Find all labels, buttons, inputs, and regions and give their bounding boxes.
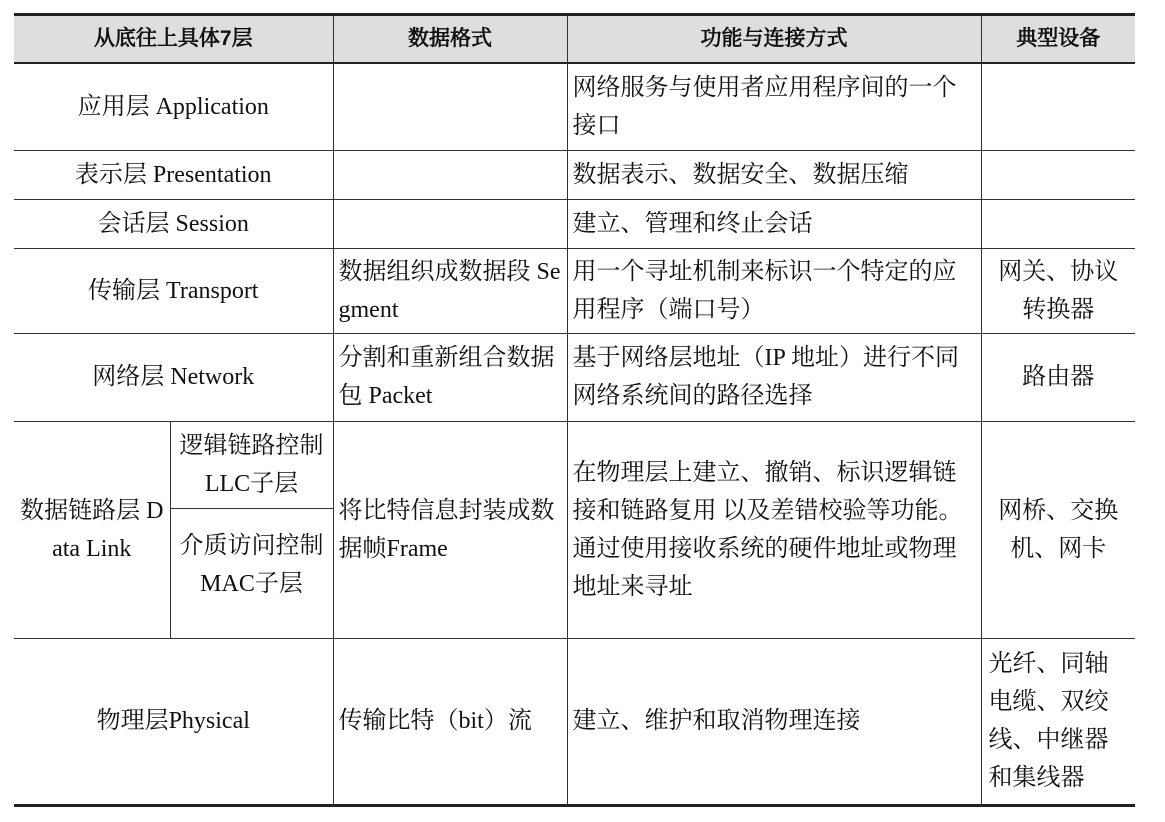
format-cell: 将比特信息封装成数据帧Frame <box>333 421 567 638</box>
format-cell <box>333 150 567 199</box>
osi-layers-table <box>14 13 1135 807</box>
table-row <box>14 63 1135 150</box>
layer-cell: 网络层 Network <box>14 333 333 421</box>
function-cell: 建立、维护和取消物理连接 <box>567 638 981 805</box>
format-cell: 传输比特（bit）流 <box>333 638 567 805</box>
table-row <box>14 248 1135 333</box>
devices-cell: 网关、协议转换器 <box>981 248 1135 333</box>
table-row <box>14 150 1135 199</box>
table-row <box>14 199 1135 248</box>
layer-cell: 数据链路层 Data Link <box>14 421 170 638</box>
table-row <box>14 333 1135 421</box>
header-devices: 典型设备 <box>981 15 1135 64</box>
layer-cell: 物理层Physical <box>14 638 333 805</box>
header-row <box>14 15 1135 64</box>
layer-cell: 会话层 Session <box>14 199 333 248</box>
sublayer-mac-cell: 介质访问控制 MAC子层 <box>170 508 333 638</box>
format-cell <box>333 199 567 248</box>
format-cell: 数据组织成数据段 Segment <box>333 248 567 333</box>
devices-cell <box>981 63 1135 150</box>
format-cell <box>333 63 567 150</box>
function-cell: 网络服务与使用者应用程序间的一个接口 <box>567 63 981 150</box>
devices-cell: 光纤、同轴电缆、双绞线、中继器和集线器 <box>981 638 1135 805</box>
function-cell: 基于网络层地址（IP 地址）进行不同网络系统间的路径选择 <box>567 333 981 421</box>
devices-cell <box>981 150 1135 199</box>
header-format: 数据格式 <box>333 15 567 64</box>
function-cell: 建立、管理和终止会话 <box>567 199 981 248</box>
table-row <box>14 638 1135 805</box>
devices-cell <box>981 199 1135 248</box>
function-cell: 在物理层上建立、撤销、标识逻辑链接和链路复用 以及差错校验等功能。通过使用接收系统的硬件地址或物理地址来寻址 <box>567 421 981 638</box>
format-cell: 分割和重新组合数据包 Packet <box>333 333 567 421</box>
sublayer-llc-cell: 逻辑链路控制 LLC子层 <box>170 421 333 508</box>
devices-cell: 路由器 <box>981 333 1135 421</box>
devices-cell: 网桥、交换机、网卡 <box>981 421 1135 638</box>
layer-cell: 应用层 Application <box>14 63 333 150</box>
layer-cell: 传输层 Transport <box>14 248 333 333</box>
table-row-datalink <box>14 421 1135 508</box>
layer-cell: 表示层 Presentation <box>14 150 333 199</box>
function-cell: 数据表示、数据安全、数据压缩 <box>567 150 981 199</box>
header-function: 功能与连接方式 <box>567 15 981 64</box>
function-cell: 用一个寻址机制来标识一个特定的应用程序（端口号） <box>567 248 981 333</box>
header-layer: 从底往上具体7层 <box>14 15 333 64</box>
